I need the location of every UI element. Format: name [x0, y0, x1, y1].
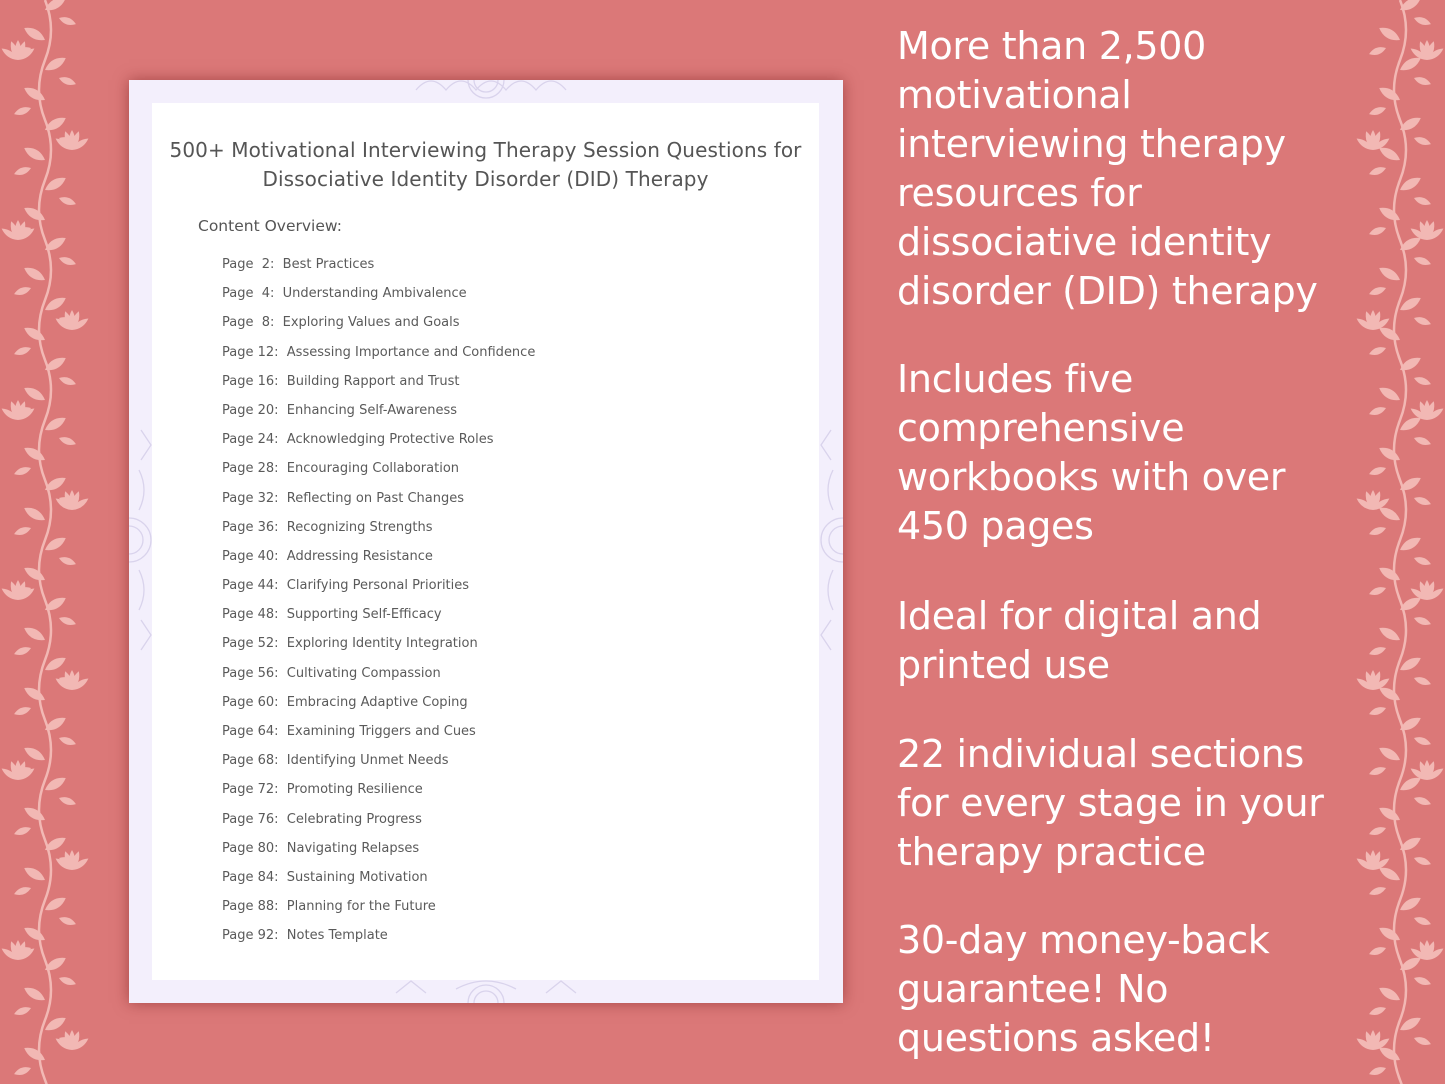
leaf-icon	[58, 435, 77, 448]
leaf-icon	[22, 264, 47, 284]
leaf-icon	[1368, 525, 1387, 538]
leaf-icon	[1413, 615, 1432, 628]
feature-line: therapy practice	[897, 830, 1206, 874]
leaf-icon	[1377, 624, 1402, 644]
feature-line: 22 individual sections	[897, 732, 1304, 776]
toc-item: Page 2: Best Practices	[222, 257, 375, 272]
leaf-icon	[1368, 405, 1387, 418]
leaf-icon	[1413, 375, 1432, 388]
feature-workbooks	[897, 355, 1285, 551]
leaf-icon	[13, 105, 32, 118]
leaf-icon	[1413, 675, 1432, 688]
leaf-icon	[13, 1005, 32, 1018]
leaf-icon	[58, 255, 77, 268]
feature-line: disorder (DID) therapy	[897, 269, 1318, 313]
feature-resources-count	[897, 22, 1318, 316]
feature-line: guarantee! No	[897, 967, 1169, 1011]
leaf-icon	[1377, 264, 1402, 284]
leaf-icon	[13, 885, 32, 898]
leaf-icon	[1413, 315, 1432, 328]
toc-item: Page 76: Celebrating Progress	[222, 811, 422, 827]
leaf-icon	[22, 564, 47, 584]
toc-item: Page 56: Cultivating Compassion	[222, 665, 441, 681]
leaf-icon	[1368, 765, 1387, 778]
leaf-icon	[13, 705, 32, 718]
feature-line: motivational	[897, 73, 1132, 117]
feature-line: comprehensive	[897, 406, 1185, 450]
leaf-icon	[22, 24, 47, 44]
leaf-icon	[1368, 105, 1387, 118]
leaf-icon	[1413, 75, 1432, 88]
leaf-icon	[1368, 585, 1387, 598]
feature-line: printed use	[897, 643, 1110, 687]
leaf-icon	[58, 975, 77, 988]
toc-item: Page 4: Understanding Ambivalence	[222, 286, 467, 302]
feature-digital-print	[897, 592, 1261, 690]
leaf-icon	[1377, 984, 1402, 1004]
feature-line: for every stage in your	[897, 781, 1324, 825]
leaf-icon	[1377, 564, 1402, 584]
leaf-icon	[1413, 735, 1432, 748]
leaf-icon	[1413, 795, 1432, 808]
feature-line: dissociative identity	[897, 220, 1272, 264]
document-title	[152, 136, 819, 194]
leaf-icon	[1368, 705, 1387, 718]
toc-item: Page 44: Clarifying Personal Priorities	[222, 578, 470, 594]
leaf-icon	[22, 744, 47, 764]
feature-line: More than 2,500	[897, 24, 1207, 68]
feature-guarantee	[897, 916, 1270, 1063]
document-page	[152, 103, 819, 980]
toc-item: Page 52: Exploring Identity Integration	[222, 636, 478, 652]
toc-item: Page 12: Assessing Importance and Confidence	[222, 344, 536, 360]
leaf-icon	[1377, 444, 1402, 464]
leaf-icon	[1377, 84, 1402, 104]
leaf-icon	[13, 465, 32, 478]
leaf-icon	[58, 735, 77, 748]
leaf-icon	[13, 825, 32, 838]
leaf-icon	[13, 345, 32, 358]
feature-line: Ideal for digital and	[897, 594, 1262, 638]
toc-item: Page 60: Embracing Adaptive Coping	[222, 694, 468, 710]
leaf-icon	[1368, 825, 1387, 838]
leaf-icon	[1368, 645, 1387, 658]
toc-item: Page 8: Exploring Values and Goals	[222, 315, 460, 331]
feature-line: 450 pages	[897, 504, 1094, 548]
leaf-icon	[58, 915, 77, 928]
toc-item: Page 84: Sustaining Motivation	[222, 869, 428, 885]
leaf-icon	[58, 795, 77, 808]
toc-item: Page 32: Reflecting on Past Changes	[222, 490, 464, 506]
leaf-icon	[1377, 384, 1402, 404]
toc-item: Page 80: Navigating Relapses	[222, 840, 420, 856]
leaf-icon	[1368, 285, 1387, 298]
leaf-icon	[1368, 465, 1387, 478]
leaf-icon	[58, 195, 77, 208]
toc-item: Page 68: Identifying Unmet Needs	[222, 753, 449, 769]
leaf-icon	[13, 285, 32, 298]
toc-item: Page 48: Supporting Self-Efficacy	[222, 607, 442, 623]
document-title-line-1: 500+ Motivational Interviewing Therapy Session Questions for	[169, 138, 802, 162]
leaf-icon	[1377, 204, 1402, 224]
document-preview	[129, 80, 843, 1003]
toc-item: Page 92: Notes Template	[222, 928, 388, 944]
leaf-icon	[22, 324, 47, 344]
leaf-icon	[1377, 24, 1402, 44]
leaf-icon	[1377, 924, 1402, 944]
leaf-icon	[22, 984, 47, 1004]
leaf-icon	[1413, 915, 1432, 928]
leaf-icon	[13, 525, 32, 538]
floral-vine-right-icon	[1355, 0, 1445, 1084]
vine-stem-icon	[39, 0, 51, 1084]
leaf-icon	[13, 645, 32, 658]
leaf-icon	[22, 384, 47, 404]
feature-line: workbooks with over	[897, 455, 1286, 499]
leaf-icon	[1413, 135, 1432, 148]
leaf-icon	[1368, 1005, 1387, 1018]
document-title-line-2: Dissociative Identity Disorder (DID) Therapy	[262, 167, 709, 191]
leaf-icon	[1368, 345, 1387, 358]
feature-line: 30-day money-back	[897, 918, 1270, 962]
feature-line: resources for	[897, 171, 1142, 215]
toc-item: Page 20: Enhancing Self-Awareness	[222, 402, 458, 418]
toc-item: Page 24: Acknowledging Protective Roles	[222, 432, 494, 448]
leaf-icon	[13, 165, 32, 178]
table-of-contents	[222, 255, 535, 956]
leaf-icon	[1368, 45, 1387, 58]
leaf-icon	[58, 75, 77, 88]
toc-item: Page 88: Planning for the Future	[222, 899, 436, 915]
leaf-icon	[58, 555, 77, 568]
leaf-icon	[1413, 555, 1432, 568]
leaf-icon	[1413, 495, 1432, 508]
leaf-icon	[22, 924, 47, 944]
leaf-icon	[58, 15, 77, 28]
leaf-icon	[1413, 195, 1432, 208]
toc-item: Page 16: Building Rapport and Trust	[222, 373, 460, 389]
toc-item: Page 28: Encouraging Collaboration	[222, 461, 460, 477]
vine-stem-icon	[1394, 0, 1406, 1084]
leaf-icon	[1377, 804, 1402, 824]
toc-item: Page 64: Examining Triggers and Cues	[222, 724, 476, 739]
leaf-icon	[1368, 165, 1387, 178]
leaf-icon	[22, 444, 47, 464]
toc-item: Page 72: Promoting Resilience	[222, 782, 423, 798]
leaf-icon	[13, 1065, 32, 1078]
toc-item: Page 40: Addressing Resistance	[222, 548, 433, 564]
leaf-icon	[1413, 855, 1432, 868]
leaf-icon	[22, 684, 47, 704]
leaf-icon	[1413, 15, 1432, 28]
leaf-icon	[1413, 435, 1432, 448]
leaf-icon	[22, 504, 47, 524]
leaf-icon	[1413, 975, 1432, 988]
leaf-icon	[1368, 1065, 1387, 1078]
feature-sections	[897, 730, 1324, 877]
leaf-icon	[1413, 255, 1432, 268]
content-overview-heading: Content Overview:	[198, 217, 342, 235]
leaf-icon	[22, 804, 47, 824]
leaf-icon	[1413, 1035, 1432, 1048]
floral-vine-left-icon	[0, 0, 90, 1084]
leaf-icon	[58, 615, 77, 628]
feature-line: interviewing therapy	[897, 122, 1286, 166]
leaf-icon	[1368, 885, 1387, 898]
leaf-icon	[22, 204, 47, 224]
leaf-icon	[22, 144, 47, 164]
leaf-icon	[1368, 945, 1387, 958]
leaf-icon	[1368, 225, 1387, 238]
leaf-icon	[22, 1044, 47, 1064]
leaf-icon	[22, 84, 47, 104]
toc-item: Page 36: Recognizing Strengths	[222, 519, 433, 535]
leaf-icon	[58, 375, 77, 388]
feature-line: questions asked!	[897, 1016, 1215, 1060]
feature-line: Includes five	[897, 357, 1134, 401]
leaf-icon	[1377, 744, 1402, 764]
leaf-icon	[22, 864, 47, 884]
leaf-icon	[22, 624, 47, 644]
